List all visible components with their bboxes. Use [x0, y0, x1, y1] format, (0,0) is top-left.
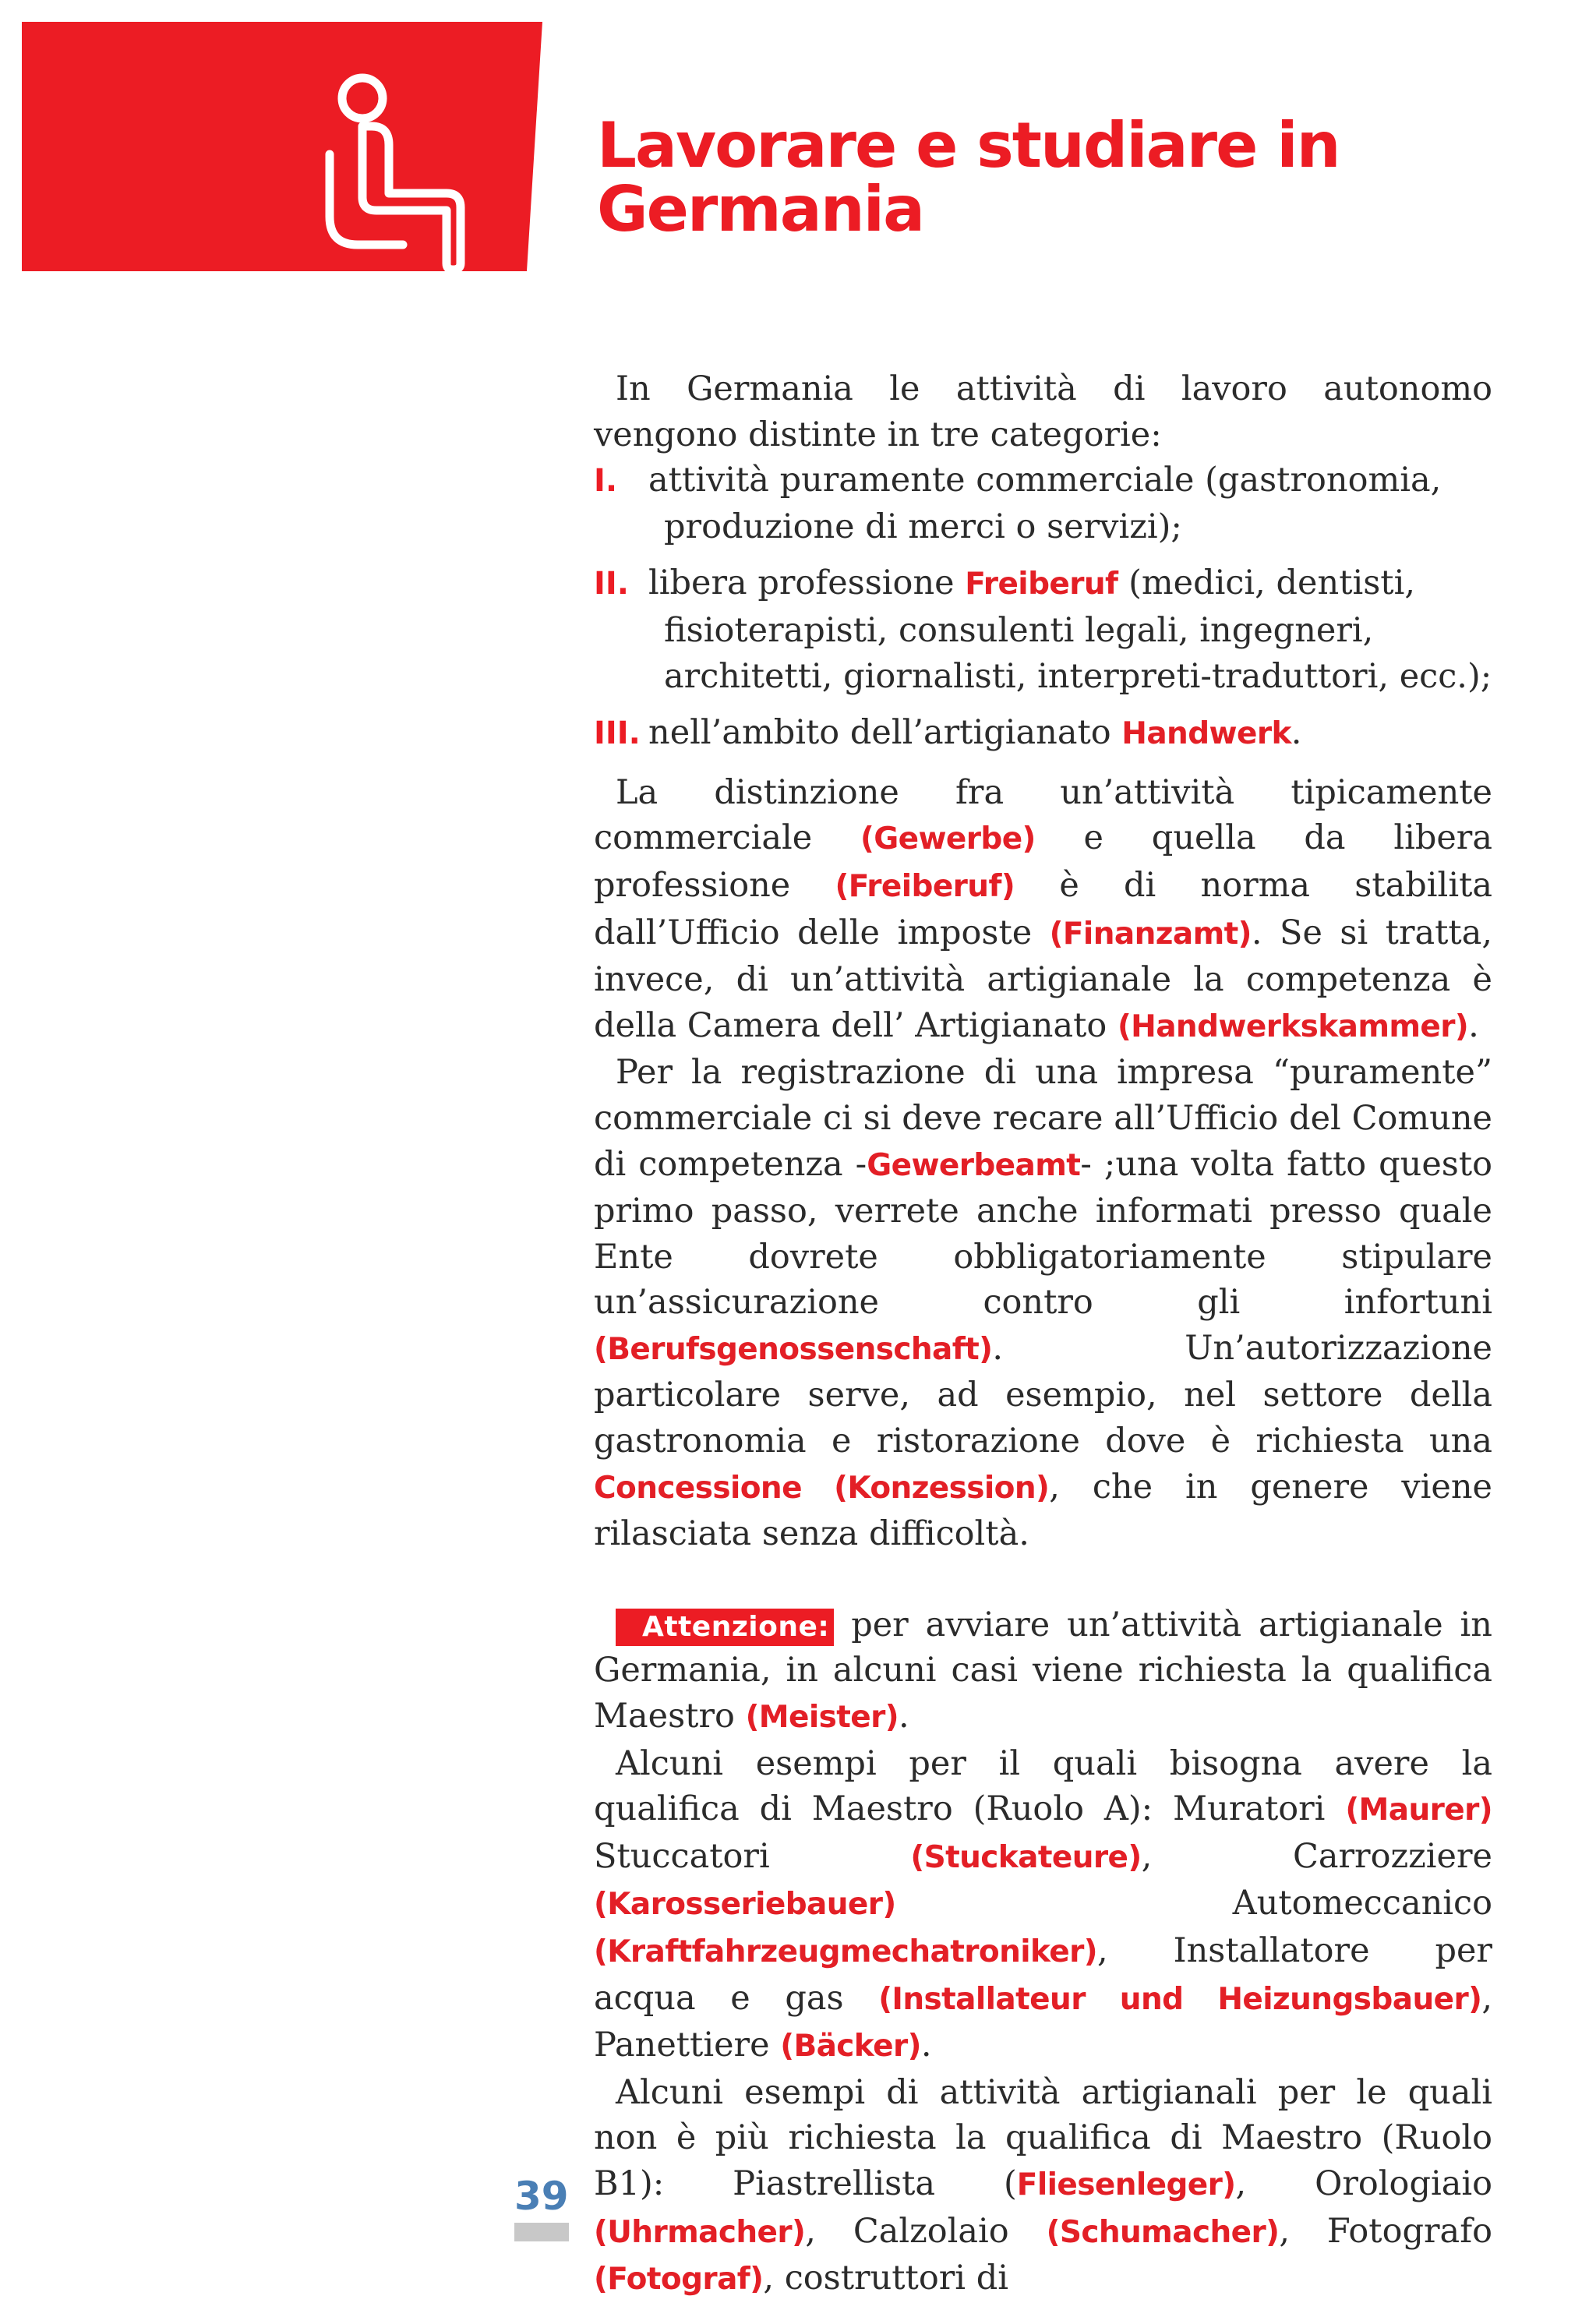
body-text: La distinzione fra un’attività tipicamente commerciale — [594, 772, 1492, 858]
category-text: (medici, dentisti, — [1118, 563, 1415, 603]
german-term: (Kraftfahrzeugmechatroniker) — [594, 1934, 1098, 1969]
category-item — [594, 457, 1492, 549]
body-text: Per la registrazione di una impresa “puramente” commerciale ci si deve recare all’Ufficio del Comune di competenza - — [594, 1053, 1492, 1184]
german-term: (Berufsgenossenschaft) — [594, 1331, 993, 1367]
category-text: nell’ambito dell’artigianato — [648, 713, 1122, 753]
registration-paragraph — [594, 1050, 1492, 1557]
category-text-continued: produzione di merci o servizi); — [664, 507, 1182, 546]
page-number-bar — [514, 2223, 569, 2241]
category-item — [594, 710, 1492, 758]
german-term: (Bäcker) — [780, 2029, 921, 2065]
german-term: Fliesenleger) — [1016, 2167, 1236, 2202]
role-b1-examples-paragraph — [594, 2070, 1492, 2303]
german-term: (Freiberuf) — [835, 868, 1015, 904]
body-text: , Orologiaio — [1235, 2163, 1492, 2203]
body-text: Alcuni esempi di attività artigianali per le quali non è più richiesta la qualifica di Maestro (Ruolo B1): Piastrellista ( — [594, 2072, 1492, 2203]
german-term: Concessione (Konzession) — [594, 1470, 1050, 1506]
body-text: . — [920, 2026, 932, 2065]
german-term: Freiberuf — [965, 567, 1118, 602]
category-number: I. — [594, 463, 618, 500]
category-text: libera professione — [648, 563, 966, 603]
german-term: (Fotograf) — [594, 2262, 764, 2298]
chapter-banner — [22, 22, 542, 271]
role-a-examples-paragraph — [594, 1741, 1492, 2070]
german-term: (Gewerbe) — [860, 821, 1036, 857]
german-term: (Handwerkskammer) — [1117, 1008, 1469, 1044]
german-term: (Meister) — [745, 1700, 899, 1736]
body-text: , che in genere viene rilasciata senza difficoltà. — [594, 1467, 1492, 1554]
page-title-line-2: Germania — [597, 173, 924, 245]
category-text: . — [1291, 713, 1302, 753]
body-text: . — [1468, 1005, 1479, 1045]
page-title — [597, 109, 1340, 245]
body-text: , costruttori di — [763, 2259, 1008, 2298]
category-item — [594, 560, 1492, 699]
body-text: e quella da libera professione — [594, 818, 1492, 905]
category-text: attività puramente commerciale (gastronomia, — [648, 461, 1442, 500]
body-text: , Fotografo — [1279, 2211, 1492, 2251]
category-text-continued: fisioterapisti, consulenti legali, ingegneri, architetti, giornalisti, interpreti-traduttori, ecc.); — [664, 610, 1492, 696]
body-text: Stuccatori — [594, 1836, 911, 1876]
german-term: (Uhrmacher) — [594, 2214, 806, 2250]
german-term: Handwerk — [1121, 716, 1291, 752]
body-text: , Calzolaio — [805, 2211, 1047, 2251]
german-term: (Installateur und Heizungsbauer) — [878, 1981, 1482, 2017]
intro-paragraph: In Germania le attività di lavoro autonomo vengono distinte in tre categorie: — [594, 369, 1492, 454]
page-title-line-1: Lavorare e studiare in — [597, 109, 1340, 182]
body-text: . — [899, 1697, 909, 1736]
german-term: (Maurer) — [1345, 1793, 1492, 1828]
seated-person-icon — [322, 69, 474, 275]
attention-label: Attenzione: — [616, 1609, 834, 1646]
body-text: è di norma stabilita dall’Ufficio delle imposte — [594, 865, 1492, 952]
body-text: per avviare un’attività artigianale in Germania, in alcuni casi viene richiesta la qualifica Maestro — [594, 1605, 1492, 1736]
body-text: . Un’autorizzazione particolare serve, ad esempio, nel settore della gastronomia e ristorazione dove è richiesta una — [594, 1328, 1492, 1461]
german-term: (Stuckateure) — [910, 1839, 1142, 1875]
categories-list — [594, 457, 1492, 758]
main-content — [594, 366, 1492, 2303]
body-text: , Carrozziere — [1141, 1836, 1492, 1876]
german-term: (Karosseriebauer) — [594, 1887, 896, 1923]
category-number: II. — [594, 566, 629, 602]
german-term: Gewerbeamt — [867, 1147, 1081, 1183]
attention-paragraph — [594, 1602, 1492, 1741]
body-text: , Panettiere — [594, 1978, 1492, 2065]
german-term: (Schumacher) — [1046, 2214, 1280, 2250]
body-text: Alcuni esempi per il quali bisogna avere la qualifica di Maestro (Ruolo A): Muratori — [594, 1743, 1492, 1829]
body-text: . Se si tratta, invece, di un’attività artigianale la competenza è della Camera dell’ Artigianato — [594, 913, 1493, 1045]
page-number: 39 — [514, 2174, 569, 2219]
german-term: (Finanzamt) — [1049, 916, 1252, 952]
distinction-paragraph — [594, 770, 1492, 1051]
body-text: , Installatore per acqua e gas — [594, 1931, 1492, 2018]
category-number: III. — [594, 715, 641, 752]
body-text: - ;una volta fatto questo primo passo, verrete anche informati presso quale Ente dovrete obbligatoriamente stipulare un’assicurazione contro gli infortuni — [594, 1144, 1493, 1323]
body-text: Automeccanico — [895, 1884, 1492, 1923]
